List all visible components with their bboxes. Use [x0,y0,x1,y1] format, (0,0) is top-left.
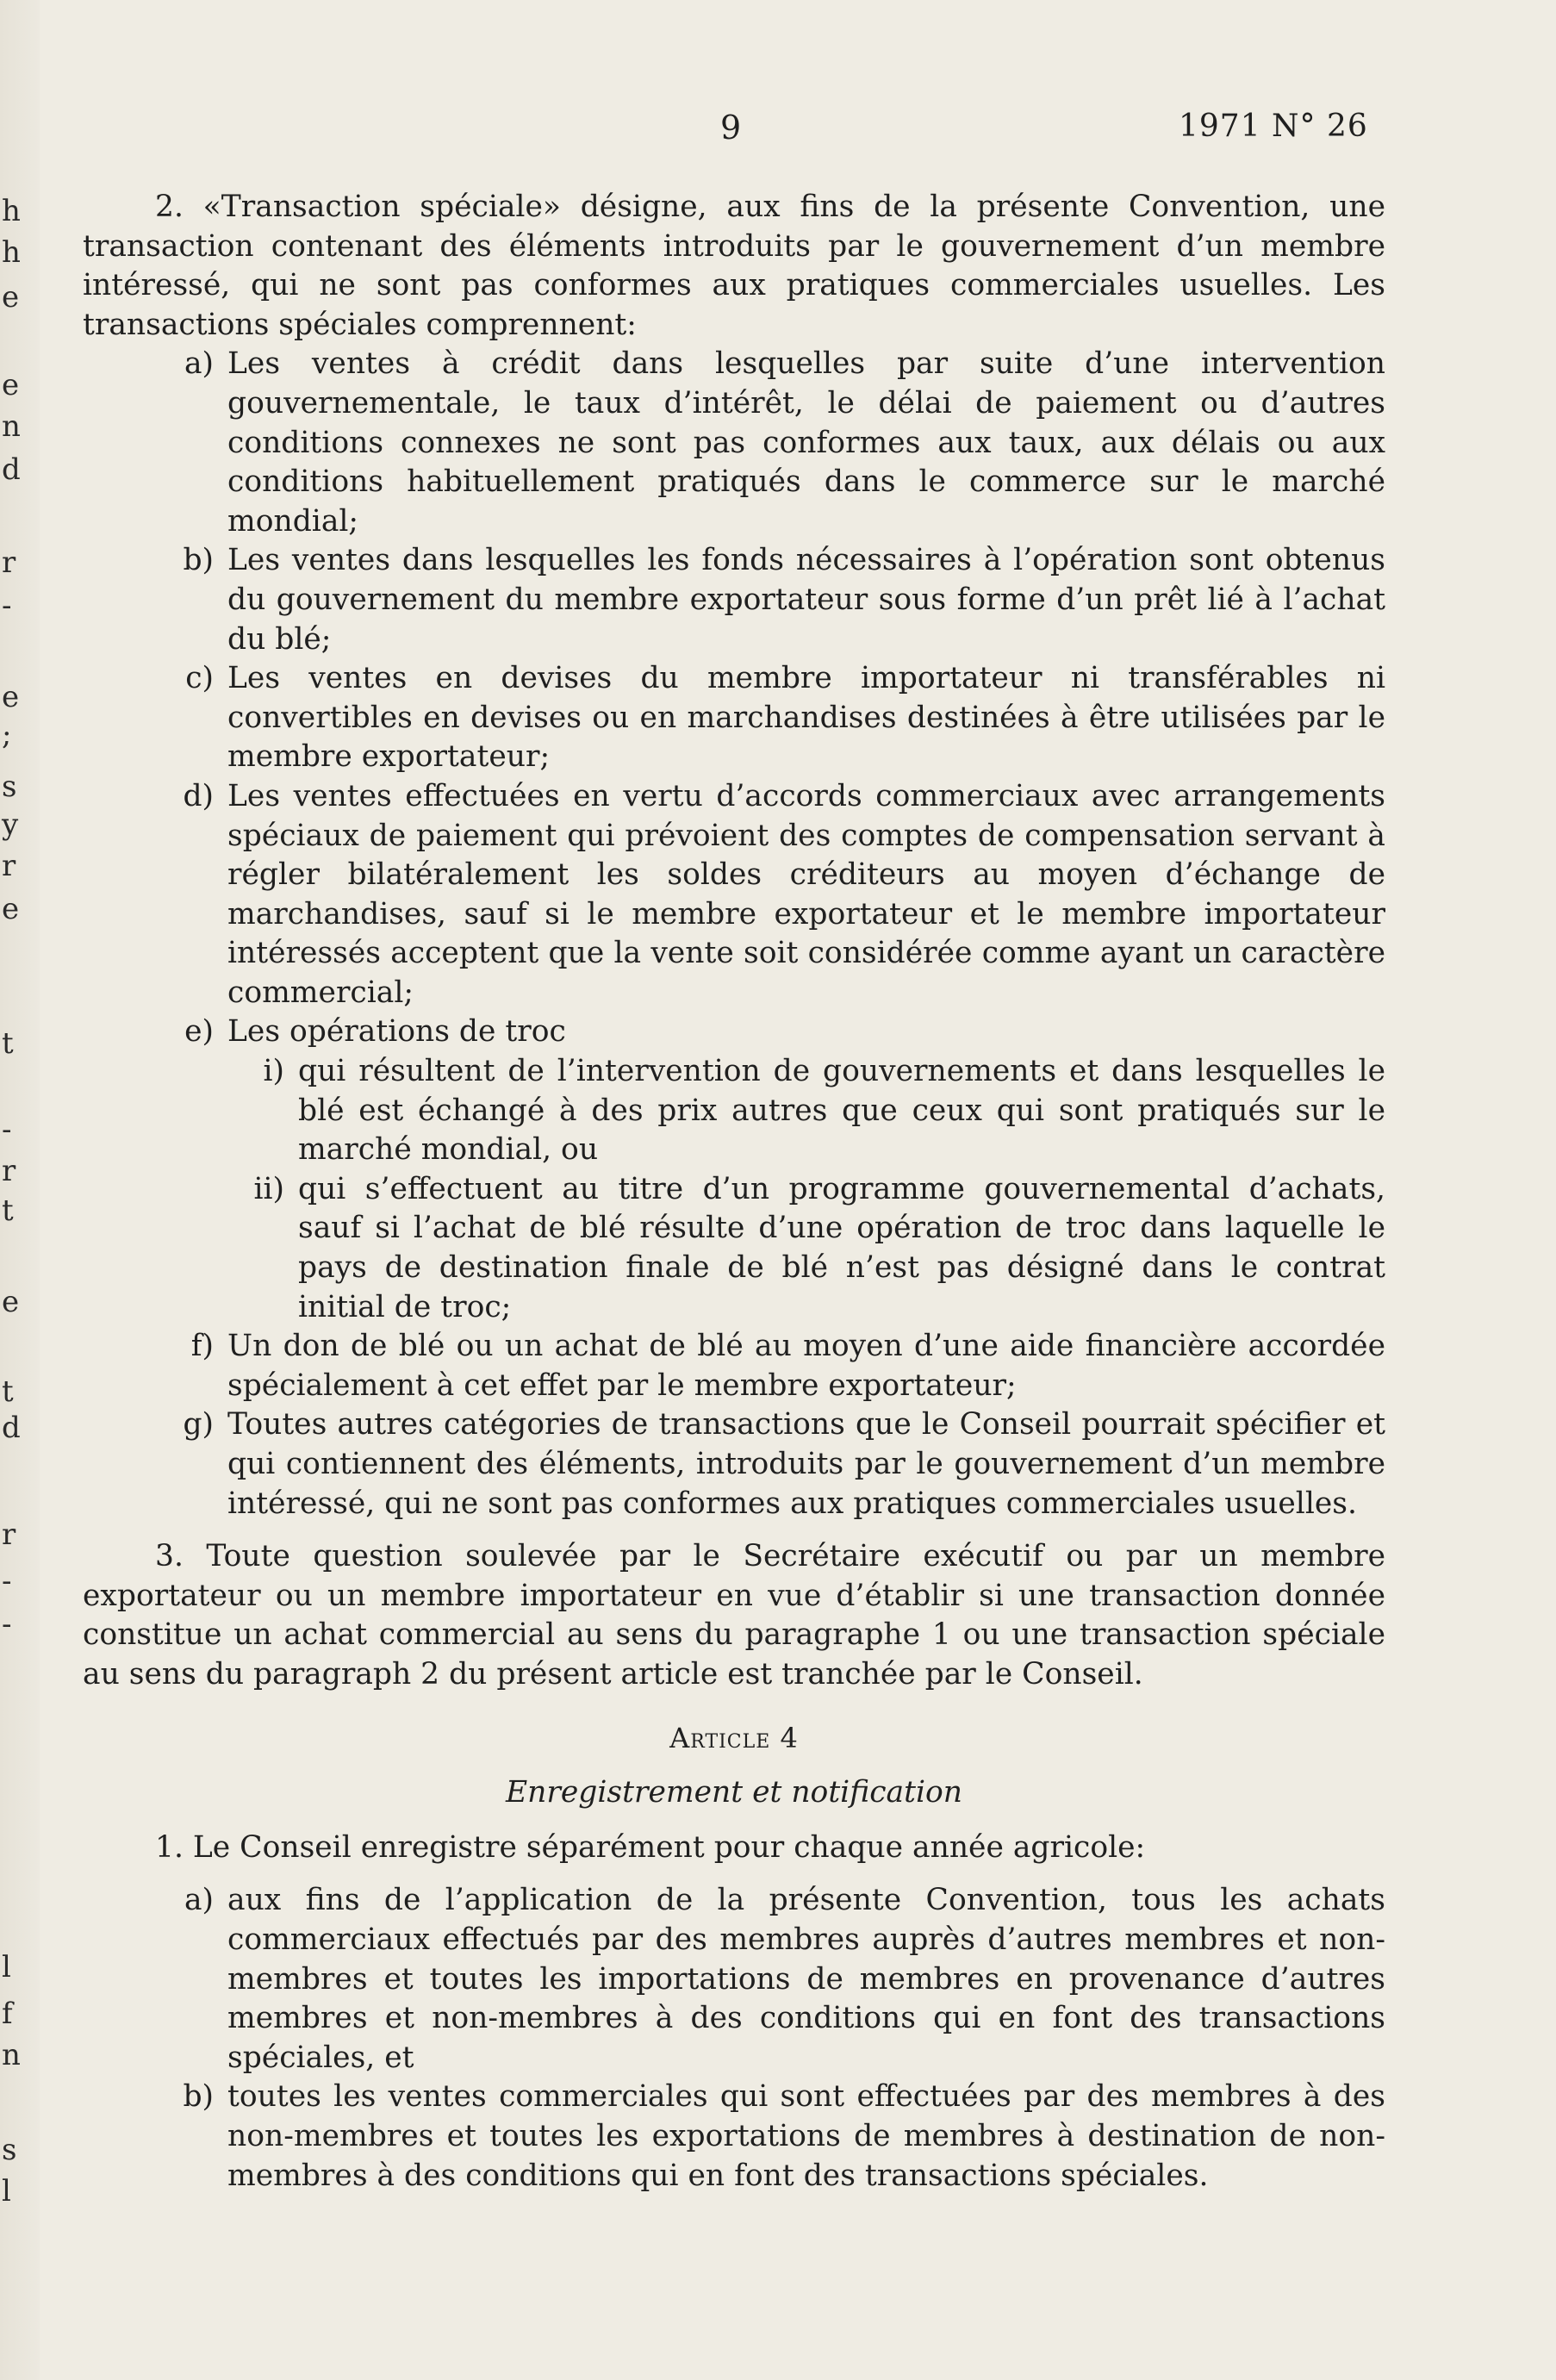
list-item-label: c) [185,661,214,696]
list-item-label: b) [183,2079,214,2115]
list-item-text: Un don de blé ou un achat de blé au moyen d’une aide financière accordée spécialement à cet effet par le membre exportateur; [227,1329,1385,1403]
page-number: 9 [720,109,742,146]
list-item-label: f) [190,1329,214,1364]
list-item [83,1881,1385,2078]
margin-fragment-char: t [2,1026,14,1061]
sub-list-item-text: qui s’effectuent au titre d’un programme gouvernemental d’achats, sauf si l’achat de blé résulte d’une opération de troc dans laquelle le pays de destination finale de blé n’est pas désigné dans le contrat initial de troc; [298,1171,1385,1324]
list-item [83,1405,1385,1523]
margin-fragment-char: - [2,589,12,623]
margin-fragment-char: e [2,368,20,402]
margin-fragment-char: r [2,1517,16,1552]
article-heading [83,1719,1385,1759]
sub-list-item [83,1170,1385,1327]
list-item [83,659,1385,777]
margin-fragment-char: h [2,194,21,228]
list-item-label: g) [183,1407,214,1442]
margin-fragment-char: y [2,807,19,842]
sub-list-item-label: i) [263,1054,284,1089]
margin-fragment-char: e [2,1285,20,1319]
sub-list-item-label: ii) [253,1171,284,1206]
list-item [83,777,1385,1013]
margin-fragment-char: r [2,1154,16,1188]
margin-fragment-char: n [2,2038,21,2072]
margin-fragment-char: t [2,1193,14,1228]
paragraph-3: 3. Toute question soulevée par le Secrétaire exécutif ou par un membre exportateur ou un membre importateur en vue d’établir si une transaction donnée constitue un achat commercial au sens du paragraphe 1 ou une transaction spéciale au sens du paragraph 2 du présent article est tranchée par le Conseil. [83,1539,1385,1692]
margin-fragment-char: - [2,1564,12,1598]
margin-fragment-char: d [2,1411,21,1445]
margin-fragment-char: r [2,545,16,580]
list-item-label: b) [183,543,214,578]
margin-fragment-char: d [2,452,21,487]
list-item-label: a) [184,1883,214,1918]
margin-fragment-char: s [2,769,17,804]
list-item-text: Les ventes en devises du membre importateur ni transférables ni convertibles en devises ou en marchandises destinées à être utilisées par le membre exportateur; [227,661,1385,775]
article-4-paragraph-1-intro: 1. Le Conseil enregistre séparément pour chaque année agricole: [155,1829,1146,1865]
article-heading-text: Article 4 [669,1721,799,1754]
margin-fragment-char: e [2,280,20,315]
list-item-text: Les opérations de troc [227,1014,566,1050]
margin-fragment-char: t [2,1374,14,1409]
page-header [0,109,1556,152]
list-item [83,2078,1385,2196]
list-item [83,1327,1385,1405]
adjacent-page-margin [0,0,34,2380]
sub-list-item [83,1052,1385,1170]
margin-fragment-char: h [2,235,21,270]
list-item-text: Toutes autres catégories de transactions que le Conseil pourrait spécifier et qui contiennent des éléments, introduits par le gouvernement d’un membre intéressé, qui ne sont pas conformes aux pratiques commerciales usuelles. [227,1407,1385,1521]
list-item-text: aux fins de l’application de la présente Convention, tous les achats commerciaux effectués par des membres auprès d’autres membres et non-membres et toutes les importations de membres en provenance d’autres membres et non-membres à des conditions qui en font des transactions spéciales, et [227,1883,1385,2075]
margin-fragment-char: e [2,892,20,926]
list-item-text: Les ventes à crédit dans lesquelles par suite d’une intervention gouvernementale, le taux d’intérêt, le délai de paiement ou d’autres conditions connexes ne sont pas conformes aux taux, aux délais ou aux conditions habituellement pratiqués dans le commerce sur le marché mondial; [227,346,1385,539]
list-item-text: Les ventes dans lesquelles les fonds nécessaires à l’opération sont obtenus du gouvernement du membre exportateur sous forme d’un prêt lié à l’achat du blé; [227,543,1385,657]
list-item-label: a) [184,346,214,382]
list-item [83,345,1385,541]
list-item-label: e) [184,1014,214,1050]
list-item-text: Les ventes effectuées en vertu d’accords commerciaux avec arrangements spéciaux de paiement qui prévoient des comptes de compensation servant à régler bilatéralement les soldes créditeurs au moyen d’échange de marchandises, sauf si le membre exportateur et le membre importateur intéressés acceptent que la vente soit considérée comme ayant un caractère commercial; [227,778,1385,1010]
document-body [83,188,1385,2196]
list-item [83,1012,1385,1052]
margin-fragment-char: e [2,680,20,714]
margin-fragment-char: ; [2,718,12,752]
margin-fragment-char: f [2,1997,13,2031]
list-item [83,541,1385,659]
article-subtitle: Enregistrement et notification [505,1775,963,1810]
margin-fragment-char: r [2,849,16,883]
margin-fragment-char: s [2,2133,17,2167]
paragraph-2-intro: 2. «Transaction spéciale» désigne, aux fins de la présente Convention, une transaction contenant des éléments introduits par le gouvernement d’un membre intéressé, qui ne sont pas conformes aux pratiques commerciales usuelles. Les transactions spéciales comprennent: [83,190,1385,342]
list-item-text: toutes les ventes commerciales qui sont effectuées par des membres à des non-membres et toutes les exportations de membres à destination de non-membres à des conditions qui en font des transactions spéciales. [227,2079,1385,2193]
margin-fragment-char: n [2,409,21,444]
margin-fragment-char: l [2,1950,11,1984]
margin-fragment-char: - [2,1112,12,1147]
sub-list-item-text: qui résultent de l’intervention de gouvernements et dans lesquelles le blé est échangé à des prix autres que ceux qui sont pratiqués sur le marché mondial, ou [298,1054,1385,1168]
issue-reference: 1971 N° 26 [1179,109,1368,144]
margin-fragment-char: l [2,2174,11,2209]
list-item-label: d) [183,778,214,813]
margin-fragment-char: - [2,1607,12,1642]
